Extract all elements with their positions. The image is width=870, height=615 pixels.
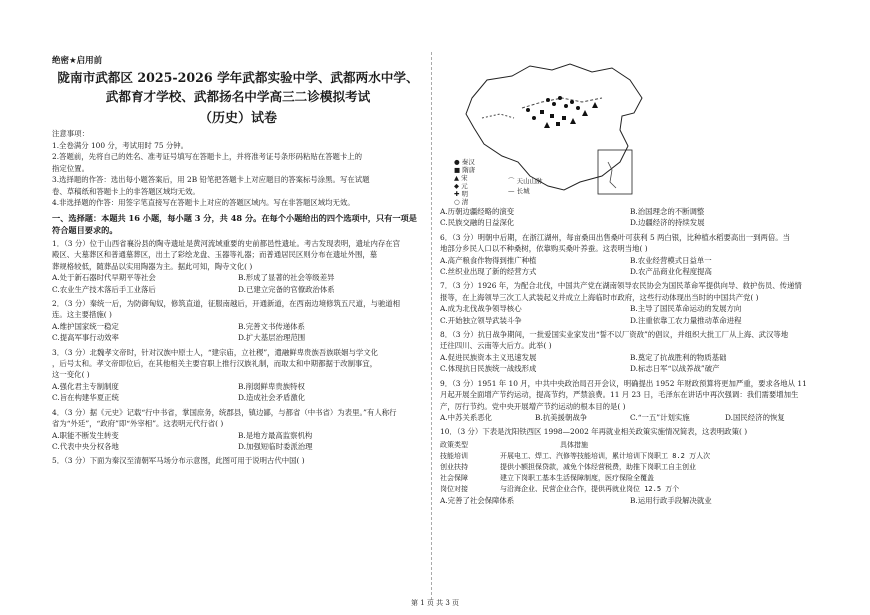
- note-line: 3.选择题的作答：选出每小题答案后，用 2B 铅笔把答题卡上对应题目的答案标号涂黑。写在试题: [52, 175, 370, 184]
- options-row: [440, 303, 820, 314]
- option-c: C.体现抗日民族统一战线形成: [440, 364, 537, 374]
- table-cell: 与沿海企业、民营企业合作，提供再就业岗位 12.5 万个: [500, 484, 680, 493]
- question-line: 4．（3 分）据《元史》记载“行中书省，掌国庶务，统郡县，镇边鄙，与都省（中书省）为表里。”有人称行: [52, 407, 397, 417]
- options-row: [52, 284, 424, 295]
- option-d: D.标志日军“以战养战”破产: [630, 364, 720, 374]
- question-line: 连。这主要措施( ): [52, 310, 112, 320]
- table-row: [440, 473, 820, 484]
- option-b: B.削弱鲜卑贵族特权: [238, 381, 305, 391]
- right-questions: [440, 206, 820, 506]
- options-row: [440, 363, 820, 374]
- options-row: [440, 217, 820, 228]
- note-line: 2.答题前，先将自己的姓名、准考证号填写在答题卡上，并将准考证号条形码粘贴在答题卡上的: [52, 152, 363, 161]
- table-header-cell: 具体措施: [560, 440, 588, 449]
- option-a: A.促进民族资本主义迅速发展: [440, 352, 537, 362]
- question-line: 5．（3 分）下面为秦汉至清朝军马场分布示意图，此图可用于说明古代中国( ): [52, 456, 305, 466]
- section-heading: 一、选择题：本题共 16 小题，每小题 3 分，共 48 分。在每个小题给出的四个选项中，只有一项是符合题目要求的。: [52, 213, 417, 235]
- left-questions: [52, 238, 424, 467]
- option-b: B.形成了显著的社会等级差异: [238, 273, 335, 283]
- option-c: C.丝织业出现了新的经营方式: [440, 267, 537, 277]
- table-cell: 社会保障: [440, 473, 468, 482]
- option-c: C.民族交融的日益深化: [440, 218, 515, 228]
- question-line: 8．（3 分）抗日战争期间，一批爱国实业家发出“誓不以厂资敌”的倡议，并组织大批工厂从上海、武汉等地: [440, 330, 789, 340]
- legend-item: ● 秦汉: [454, 158, 475, 166]
- option-a: A.强化君主专制制度: [52, 381, 119, 391]
- question-line: 报等，在上海领导三次工人武装起义并成立上海临时市政府，这些行动体现出当时的中国共产党( ): [440, 292, 759, 302]
- option-d: D.已建立完备的官僚政治体系: [238, 284, 335, 294]
- table-cell: 技能培训: [440, 451, 468, 460]
- map-label-greatwall: — 长城: [508, 187, 530, 195]
- option-b: B.完善文书传递体系: [238, 321, 305, 331]
- question-9: [440, 378, 820, 412]
- question-line: 3．（3 分）北魏孝文帝时，针对汉族中原士人，“建宗庙，立社稷”，遣融鲜卑贵族吾族联姻与学文化: [52, 347, 379, 357]
- option-b: B.是地方最高监察机构: [238, 430, 313, 440]
- confidential-mark: 绝密★启用前: [52, 56, 103, 66]
- table-header-cell: 政策类型: [440, 440, 468, 449]
- map-label-text: 天山山脉: [516, 177, 543, 185]
- option-a: A.历朝边疆经略的演变: [440, 207, 515, 216]
- question-1: [52, 238, 424, 272]
- option-c: C.开始独立领导武装斗争: [440, 315, 522, 325]
- option-a: A.成为北伐战争领导核心: [440, 304, 522, 314]
- options-row: [440, 412, 820, 423]
- option-b: B.奠定了抗战胜利的物质基础: [630, 352, 727, 362]
- horse-farm-map: [452, 58, 664, 210]
- option-d: D.边疆经济的持续发展: [630, 218, 705, 228]
- option-b: B.治国理念的不断调整: [630, 207, 705, 216]
- options-row: [52, 392, 424, 403]
- question-line: 殿区、大墓葬区和普通墓葬区，出土了彩绘龙盘、玉器等礼器；而普通居民区则分布在遗址外围，墓: [52, 250, 378, 260]
- title-line-2: 武都育才学校、武都扬名中学高三二诊模拟考试: [105, 89, 371, 104]
- options-row: [52, 430, 424, 441]
- option-d: D.加强短临时委派治理: [238, 441, 313, 451]
- options-row: [52, 332, 424, 343]
- question-6: [440, 232, 820, 255]
- legend-label: 隋唐: [462, 166, 476, 174]
- page-footer: 第 1 页 共 3 页: [410, 599, 460, 607]
- question-3: [52, 347, 424, 381]
- legend-label: 秦汉: [461, 158, 475, 166]
- option-a: A.维护国家统一稳定: [52, 321, 119, 331]
- options-row: [440, 255, 820, 266]
- legend-item: ▲ 宋: [454, 174, 468, 182]
- column-divider: [431, 52, 432, 600]
- option-d: D.农产品商业化程度提高: [630, 267, 712, 277]
- exam-title: [52, 68, 424, 106]
- option-b: B.农业经营模式日益单一: [630, 255, 712, 265]
- question-line: 葬规格较低，随葬品以实用陶器为主。据此可知，陶寺文化( ): [52, 261, 253, 271]
- policy-table: [440, 440, 820, 495]
- option-b: B.主导了国民革命运动的发展方向: [630, 304, 742, 314]
- question-8: [440, 329, 820, 352]
- question-line: 产，厉行节约。党中央开展增产节约运动的根本目的是( ): [440, 401, 626, 411]
- options-row: [52, 441, 424, 452]
- option-c: C.“一五”计划实施: [630, 412, 690, 422]
- option-c: C.代表中央分权各地: [52, 441, 119, 451]
- map-label-tianshan: ⌒ 天山山脉: [508, 177, 543, 185]
- options-row: [440, 352, 820, 363]
- question-line: 迁往四川、云南等大后方。此举( ): [440, 341, 552, 351]
- table-cell: 提供小额担保贷款，减免个体经营税费，助推下岗职工自主创业: [500, 462, 696, 471]
- question-line: 地部分乡民人口以不种桑树，依靠购买桑叶养蚕。这表明当地( ): [440, 244, 648, 254]
- question-5: [52, 455, 424, 466]
- options-row: [52, 381, 424, 392]
- option-a: A.处于新石器时代早期平等社会: [52, 273, 156, 283]
- table-row: [440, 462, 820, 473]
- table-cell: 岗位对接: [440, 484, 468, 493]
- question-line: ，后号太和。孝文帝即位后，在其他相关主要官职上推行汉族礼制，而取太和中期都据于改制事宜，: [52, 359, 378, 369]
- option-a: A.中苏关系恶化: [440, 412, 493, 422]
- legend-label: 元: [461, 182, 468, 190]
- legend-label: 宋: [461, 174, 468, 182]
- question-line: 2．（3 分）秦统一后，为防御匈奴，修筑直道，征服南越后，开通新道，在西南边境修筑五尺道，与驰道相: [52, 299, 401, 309]
- note-line: 4.非选择题的作答：用签字笔直接写在答题卡上对应的答题区域内。写在非答题区域均无效。: [52, 198, 355, 207]
- legend-item: ■ 隋唐: [454, 166, 476, 174]
- options-row: [52, 272, 424, 283]
- question-line: 这一变化( ): [52, 370, 90, 380]
- options-row: [440, 315, 820, 326]
- question-10: [440, 426, 820, 437]
- table-row: [440, 451, 820, 462]
- table-cell: 开展电工、焊工、汽修等技能培训，累计培训下岗职工 8.2 万人次: [500, 451, 711, 460]
- option-b: B.抗美援朝战争: [535, 412, 588, 422]
- option-a: A.完善了社会保障体系: [440, 495, 515, 505]
- question-line: 7．（3 分）1926 年，为配合北伐，中国共产党在湖南领导农民协会为国民革命军提供向导、救护伤员、传递情: [440, 281, 802, 291]
- table-cell: 建立下岗职工基本生活保障制度，医疗保险全覆盖: [500, 473, 654, 482]
- legend-item: ✚ 明: [454, 190, 469, 198]
- instructions: [52, 128, 424, 209]
- question-line: 省为“外廷”，“政府”即“外宰相”。这表明元代行省( ): [52, 419, 224, 429]
- question-line: 月起开展全面增产节约运动，提高节约，严禁浪费。11 月 23 日，毛泽东在讲话中再次强调：我们需要增加生: [440, 390, 799, 400]
- options-row: [440, 206, 820, 217]
- option-c: C.农业生产技术落后手工业落后: [52, 284, 156, 294]
- question-line: 6．（3 分）明朝中后期，在浙江湖州，每亩桑田出售桑叶可获利 5 两白银，比种植水稻要高出一到两倍。当: [440, 232, 791, 242]
- question-line: 10．（3 分）下表是沈阳铁西区 1998—2002 年再就业相关政策实施情况简表，这表明政策( ): [440, 427, 748, 437]
- options-row: [440, 495, 820, 506]
- note-line: 1.全卷满分 100 分，考试用时 75 分钟。: [52, 140, 189, 150]
- options-row: [52, 321, 424, 332]
- option-c: C.提高军事行动效率: [52, 333, 119, 343]
- option-a: A.高产粮食作物得到推广种植: [440, 255, 537, 265]
- options-row: [440, 266, 820, 277]
- question-4: [52, 407, 424, 430]
- legend-label: 明: [461, 190, 469, 198]
- legend-label: 清: [461, 198, 469, 206]
- map-legend: [454, 158, 475, 206]
- option-a: A.职能不断发生转变: [52, 430, 119, 440]
- china-map-image: [452, 58, 664, 210]
- legend-item: ◆ 元: [454, 182, 468, 190]
- option-d: D.国民经济的恢复: [725, 412, 785, 422]
- option-b: B.运用行政手段解决就业: [630, 495, 712, 505]
- question-2: [52, 298, 424, 321]
- option-c: C.旨在构建华夏正统: [52, 393, 119, 403]
- option-d: D.注重依靠工农力量推动革命进程: [630, 315, 742, 325]
- note-line: 指定位置。: [52, 163, 89, 173]
- title-line-1: 陇南市武都区 2025-2026 学年武都实验中学、武都两水中学、: [57, 70, 419, 85]
- question-line: 9．（3 分）1951 年 10 月，中共中央政治局召开会议，明确提出 1952 年财政预算将更加严重，要求各地从 11: [440, 378, 807, 388]
- option-d: D.扩大基层治理范围: [238, 333, 306, 343]
- option-d: D.造成社会矛盾激化: [238, 393, 306, 403]
- table-header: [440, 440, 820, 451]
- note-line: 卷、草稿纸和答题卡上的非答题区域均无效。: [52, 186, 200, 196]
- question-7: [440, 280, 820, 303]
- exam-subtitle: （历史）试卷: [198, 111, 277, 126]
- table-row: [440, 484, 820, 495]
- note-line: 注意事项：: [52, 129, 89, 138]
- legend-item: ○ 清: [454, 198, 469, 206]
- table-cell: 创业扶持: [440, 462, 468, 471]
- map-label-text: 长城: [516, 187, 530, 195]
- question-line: 1．（3 分）位于山西省襄汾县的陶寺遗址是黄河流域重要的史前都邑性遗址。考古发现表明，遗址内存在宫: [52, 239, 401, 248]
